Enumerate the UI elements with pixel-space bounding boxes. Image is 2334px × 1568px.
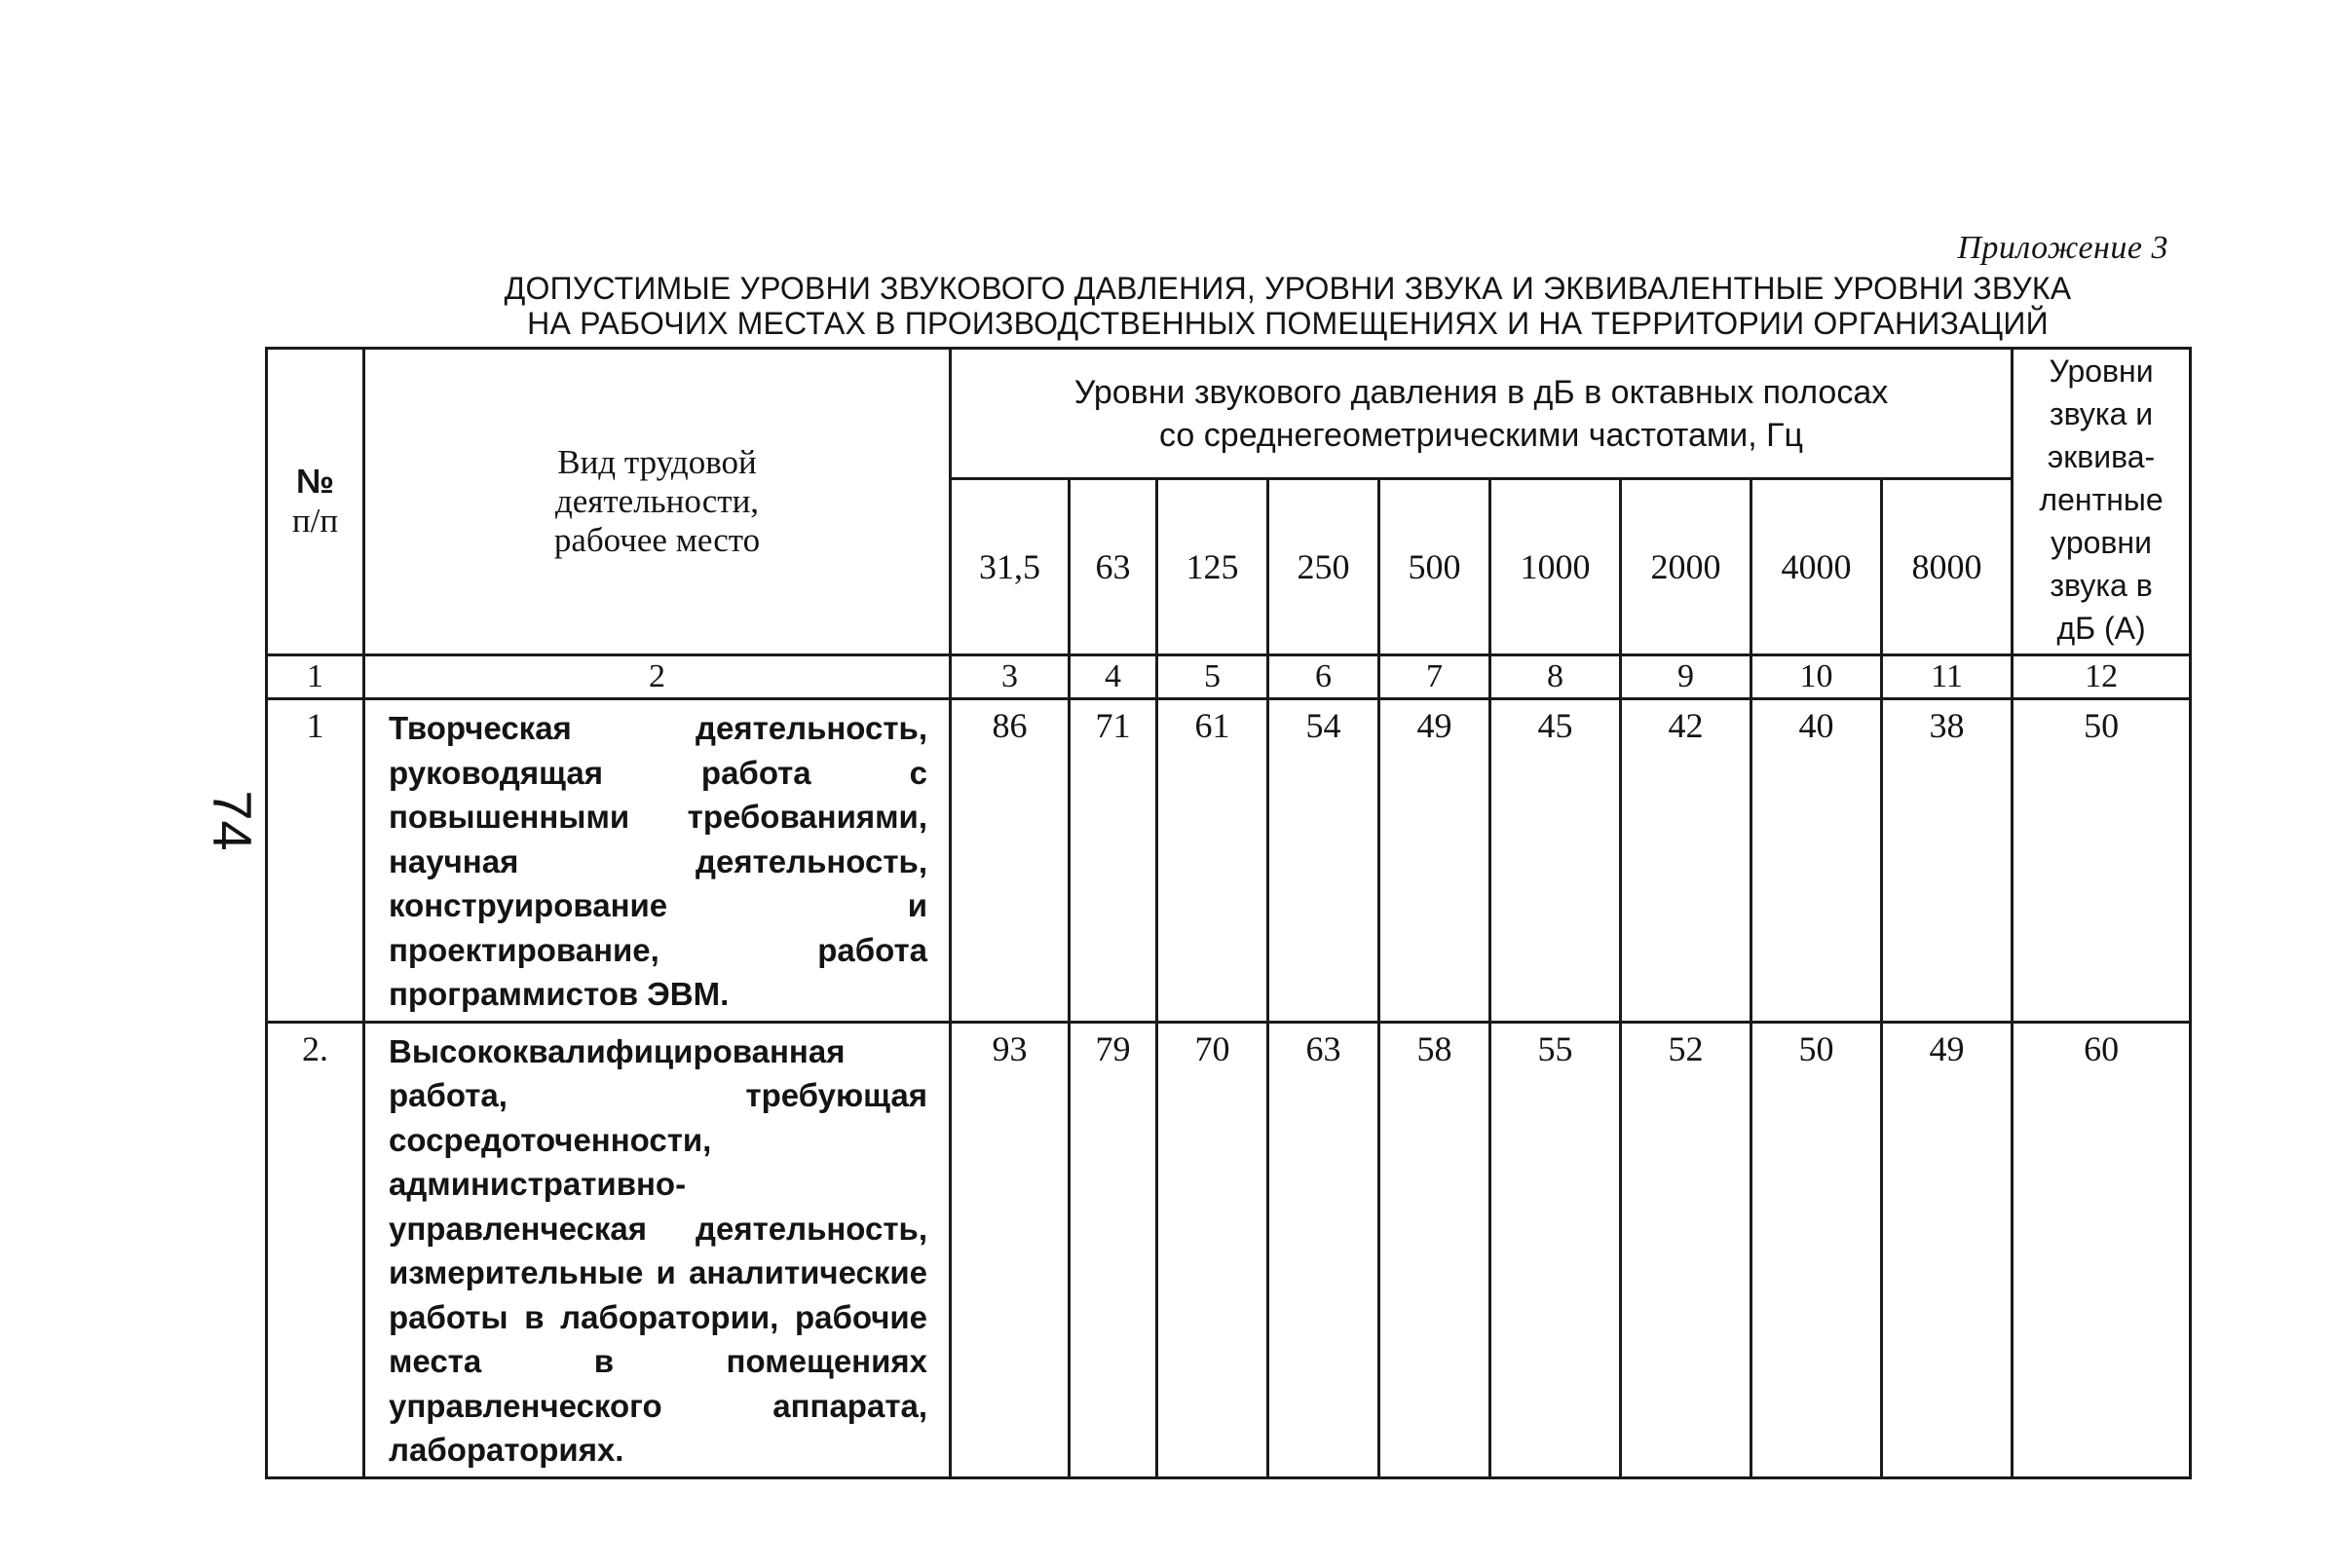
frequency-cell: 1000 bbox=[1490, 479, 1621, 655]
frequency-cell: 500 bbox=[1379, 479, 1490, 655]
header-number-abbrev: п/п bbox=[291, 502, 339, 540]
title-line-1: ДОПУСТИМЫЕ УРОВНИ ЗВУКОВОГО ДАВЛЕНИЯ, УРОВНИ ЗВУКА И ЭКВИВАЛЕНТНЫЕ УРОВНИ ЗВУКА bbox=[504, 271, 2072, 306]
value-cell: 55 bbox=[1490, 1022, 1621, 1477]
value-cell: 38 bbox=[1882, 699, 2013, 1023]
column-number: 5 bbox=[1157, 655, 1268, 699]
activity-description: Высококвалифицированная работа, требующая сосредоточенности, административно-управленческая деятельность, измерительные и аналитические работы в лаборатории, рабочие места в помещениях управленческого аппарата, лабораториях. bbox=[364, 1022, 951, 1477]
column-number: 8 bbox=[1490, 655, 1621, 699]
value-cell: 49 bbox=[1379, 699, 1490, 1023]
header-group-line-1: Уровни звукового давления в дБ в октавных полосах bbox=[1073, 373, 1889, 411]
appendix-label: Приложение 3 bbox=[1957, 230, 2168, 266]
header-sound-level-cell bbox=[2013, 349, 2191, 655]
value-cell: 71 bbox=[1070, 699, 1157, 1023]
header-last-line: звука и bbox=[2049, 396, 2154, 431]
column-number: 11 bbox=[1882, 655, 2013, 699]
value-cell: 61 bbox=[1157, 699, 1268, 1023]
value-cell: 49 bbox=[1882, 1022, 2013, 1477]
value-cell: 58 bbox=[1379, 1022, 1490, 1477]
noise-levels-table bbox=[265, 347, 2192, 1479]
column-number: 4 bbox=[1070, 655, 1157, 699]
value-cell: 63 bbox=[1268, 1022, 1379, 1477]
table-row bbox=[267, 1022, 2191, 1477]
header-activity-cell bbox=[364, 349, 951, 655]
header-row-top bbox=[267, 349, 2191, 479]
row-number: 2. bbox=[267, 1022, 364, 1477]
row-number: 1 bbox=[267, 699, 364, 1023]
document-title bbox=[265, 271, 2311, 341]
header-last-line: эквива- bbox=[2047, 439, 2156, 474]
value-cell: 50 bbox=[1751, 1022, 1882, 1477]
header-number-cell bbox=[267, 349, 364, 655]
header-last-line: дБ (А) bbox=[2056, 611, 2146, 646]
frequency-cell: 63 bbox=[1070, 479, 1157, 655]
value-cell: 79 bbox=[1070, 1022, 1157, 1477]
header-activity-line-3: рабочее место bbox=[553, 521, 761, 559]
header-last-line: звука в bbox=[2050, 568, 2153, 603]
frequency-cell: 4000 bbox=[1751, 479, 1882, 655]
column-number: 6 bbox=[1268, 655, 1379, 699]
page-number: 74 bbox=[202, 790, 264, 851]
frequency-cell: 2000 bbox=[1621, 479, 1751, 655]
sound-level-cell: 60 bbox=[2013, 1022, 2191, 1477]
title-line-2: НА РАБОЧИХ МЕСТАХ В ПРОИЗВОДСТВЕННЫХ ПОМЕЩЕНИЯХ И НА ТЕРРИТОРИИ ОРГАНИЗАЦИЙ bbox=[527, 306, 2049, 341]
frequency-cell: 8000 bbox=[1882, 479, 2013, 655]
header-last-line: уровни bbox=[2051, 525, 2152, 560]
value-cell: 86 bbox=[951, 699, 1070, 1023]
header-last-line: Уровни bbox=[2049, 354, 2154, 389]
column-number: 2 bbox=[364, 655, 951, 699]
column-number: 10 bbox=[1751, 655, 1882, 699]
column-number: 7 bbox=[1379, 655, 1490, 699]
value-cell: 40 bbox=[1751, 699, 1882, 1023]
value-cell: 42 bbox=[1621, 699, 1751, 1023]
table-row bbox=[267, 699, 2191, 1023]
header-last-line: лентные bbox=[2039, 482, 2164, 517]
frequency-cell: 250 bbox=[1268, 479, 1379, 655]
column-number: 1 bbox=[267, 655, 364, 699]
column-number-row bbox=[267, 655, 2191, 699]
value-cell: 54 bbox=[1268, 699, 1379, 1023]
sound-level-cell: 50 bbox=[2013, 699, 2191, 1023]
column-number: 12 bbox=[2013, 655, 2191, 699]
header-octave-group bbox=[951, 349, 2013, 479]
frequency-cell: 125 bbox=[1157, 479, 1268, 655]
activity-description: Творческая деятельность, руководящая работа с повышенными требованиями, научная деятельность, конструирование и проектирование, работа программистов ЭВМ. bbox=[364, 699, 951, 1023]
header-activity-line-2: деятельности, bbox=[554, 482, 760, 520]
value-cell: 70 bbox=[1157, 1022, 1268, 1477]
value-cell: 52 bbox=[1621, 1022, 1751, 1477]
value-cell: 93 bbox=[951, 1022, 1070, 1477]
column-number: 3 bbox=[951, 655, 1070, 699]
value-cell: 45 bbox=[1490, 699, 1621, 1023]
header-group-line-2: со среднегеометрическими частотами, Гц bbox=[1159, 416, 1804, 454]
header-activity-line-1: Вид трудовой bbox=[557, 443, 757, 481]
frequency-cell: 31,5 bbox=[951, 479, 1070, 655]
header-number-sign: № bbox=[295, 463, 335, 501]
column-number: 9 bbox=[1621, 655, 1751, 699]
